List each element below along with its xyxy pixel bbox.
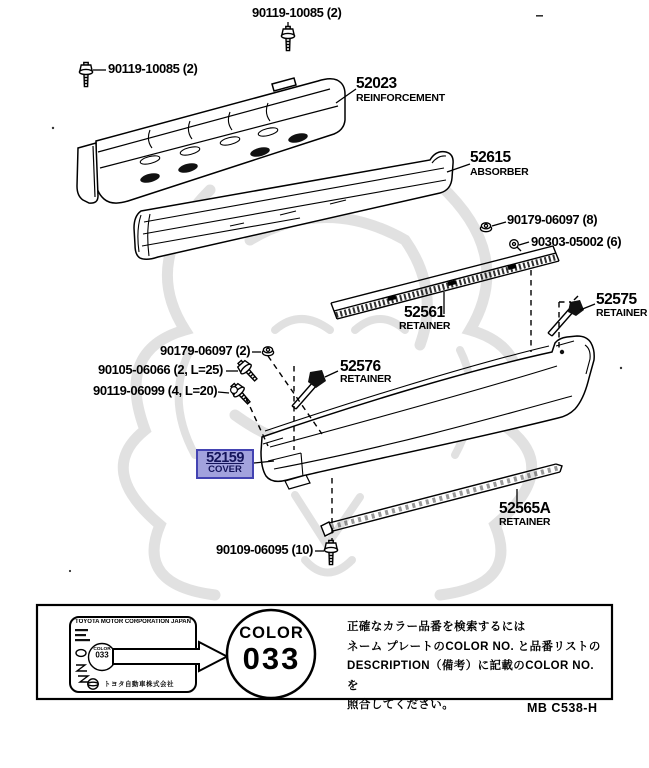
cover-drawing (261, 336, 594, 489)
part-number-52576: 52576 (340, 358, 381, 375)
page-code: MB C538-H (527, 701, 598, 715)
bolt-icon-left (79, 63, 106, 87)
part-name-52575: RETAINER (596, 307, 648, 319)
retainer-52561-drawing (331, 246, 559, 319)
part-number-90109: 90109-06095 (10) (216, 542, 313, 557)
part-name-52565a: RETAINER (499, 516, 551, 528)
retainer-52576-drawing (292, 370, 326, 409)
part-number-90119-left: 90119-10085 (2) (108, 61, 198, 76)
part-number-52023: 52023 (356, 75, 397, 92)
part-number-90105: 90105-06066 (2, L=25) (98, 362, 223, 377)
bolt-icon-top (281, 22, 294, 51)
screw-icon-l20 (228, 381, 254, 408)
part-number-52159[interactable]: 52159 (206, 450, 244, 466)
screw-icon-l25 (235, 358, 261, 385)
part-name-52576: RETAINER (340, 373, 392, 385)
nut-icon-2 (262, 347, 273, 356)
color-instruction-line: DESCRIPTION（備考）に記載のCOLOR NO. を (347, 660, 594, 692)
retainer-52575-drawing (548, 296, 584, 336)
color-instruction-line: 正確なカラー品番を検索するには (347, 621, 526, 633)
part-name-52023: REINFORCEMENT (356, 92, 445, 104)
part-number-90179-2: 90179-06097 (2) (160, 343, 251, 358)
part-number-90303: 90303-05002 (6) (531, 234, 622, 249)
nameplate-header: TOYOTA MOTOR CORPORATION JAPAN (75, 619, 191, 625)
bolt-icon-90109 (324, 541, 337, 565)
part-number-52561: 52561 (404, 304, 445, 321)
nut-icon-8 (480, 223, 491, 232)
part-number-52565a: 52565A (499, 500, 551, 517)
part-number-90119-top: 90119-10085 (2) (252, 5, 342, 20)
part-number-90179-8: 90179-06097 (8) (507, 212, 598, 227)
nameplate-color-callout (89, 647, 115, 660)
color-circle-word: COLOR (239, 624, 304, 642)
part-name-52561: RETAINER (399, 320, 451, 332)
color-instruction-line: ネーム プレートのCOLOR NO. と品番リストの (347, 640, 601, 653)
color-instruction-line: 照合してください。 (347, 699, 455, 711)
part-name-52615: ABSORBER (470, 166, 529, 178)
nameplate-color-code: 033 (95, 651, 109, 660)
nameplate-company: トヨタ自動車株式会社 (104, 681, 174, 688)
part-number-52575: 52575 (596, 291, 637, 308)
part-number-90119-06099: 90119-06099 (4, L=20) (93, 383, 218, 398)
nameplate-color-word: COLOR (93, 647, 111, 652)
part-name-52159: COVER (208, 464, 242, 475)
part-number-52615: 52615 (470, 149, 511, 166)
selected-part-label-52159[interactable] (196, 449, 254, 479)
color-circle-code: 033 (242, 641, 301, 676)
